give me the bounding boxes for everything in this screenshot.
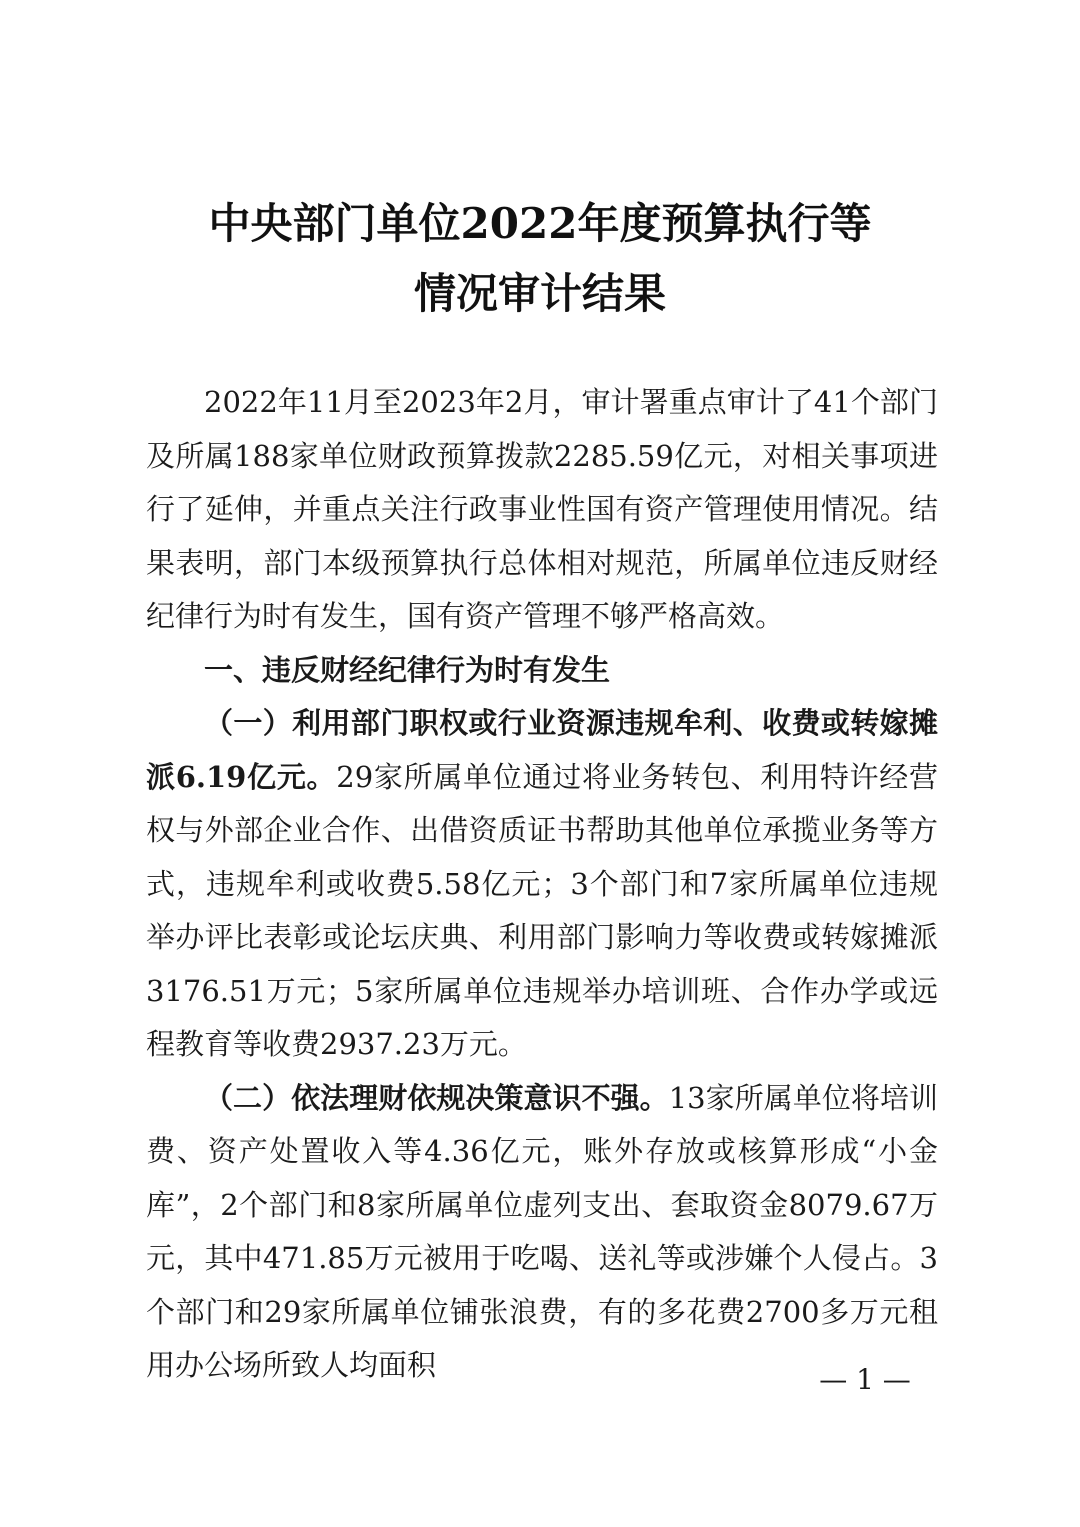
subsection-2-paragraph [146,1072,938,1393]
intro-paragraph: 2022年11月至2023年2月，审计署重点审计了41个部门及所属188家单位财政预算拨款2285.59亿元，对相关事项进行了延伸，并重点关注行政事业性国有资产管理使用情况。结果表明，部门本级预算执行总体相对规范，所属单位违反财经纪律行为时有发生，国有资产管理不够严格高效。 [146,385,938,633]
subsection-2-lead: （二）依法理财依规决策意识不强。 [204,1080,669,1115]
subsection-1-body: 29家所属单位通过将业务转包、利用特许经营权与外部企业合作、出借资质证书帮助其他单位承揽业务等方式，违规牟利或收费5.58亿元；3个部门和7家所属单位违规举办评比表彰或论坛庆典、利用部门影响力等收费或转嫁摊派3176.51万元；5家所属单位违规举办培训班、合作办学或远程教育等收费2937.23万元。 [146,759,939,1061]
document-body [146,376,938,1393]
section-1-heading: 一、违反财经纪律行为时有发生 [204,652,611,687]
document-title-line-1: 中央部门单位2022年度预算执行等 [208,199,872,248]
page-number: — 1 — [819,1363,911,1396]
subsection-2-body: 13家所属单位将培训费、资产处置收入等4.36亿元，账外存放或核算形成“小金库”，2个部门和8家所属单位虚列支出、套取资金8079.67万元，其中471.85万元被用于吃喝、送礼等或涉嫌个人侵占。3个部门和29家所属单位铺张浪费，有的多花费2700多万元租用办公场所致人均面积 [146,1080,938,1382]
subsection-1-lead: （一）利用部门职权或行业资源违规牟利、收费或转嫁摊派6.19亿元。 [146,706,938,794]
subsection-1-paragraph [146,697,938,1072]
document-title-line-2: 情况审计结果 [413,269,666,318]
